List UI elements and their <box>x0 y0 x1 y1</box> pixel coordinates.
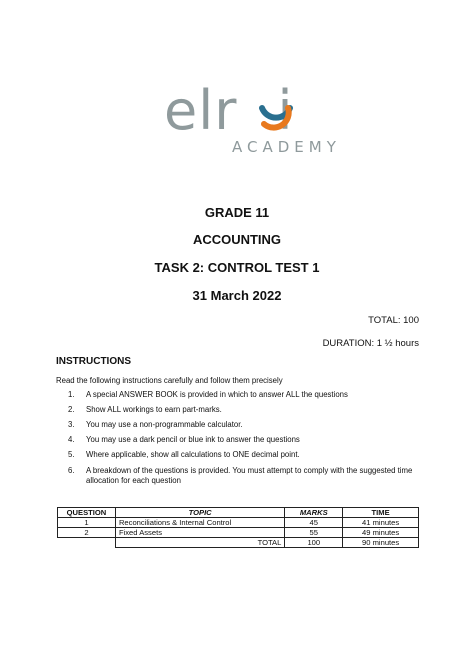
total-marks-cell: 100 <box>285 538 343 548</box>
total-marks: TOTAL: 100 <box>368 315 419 326</box>
table-header-row <box>58 508 419 518</box>
total-label: TOTAL <box>115 538 284 548</box>
cell-question: 1 <box>58 518 116 528</box>
instruction-item <box>68 405 438 415</box>
header-question: QUESTION <box>58 508 116 518</box>
instruction-number: 5. <box>68 450 75 459</box>
logo-word-start: elr <box>164 79 238 142</box>
cell-question: 2 <box>58 528 116 538</box>
instruction-item <box>68 466 438 486</box>
instruction-item <box>68 390 438 400</box>
table-total-row <box>58 538 419 548</box>
question-breakdown-table <box>57 507 419 548</box>
header-marks: MARKS <box>285 508 343 518</box>
date-heading: 31 March 2022 <box>192 288 282 303</box>
cell-time: 41 minutes <box>343 518 419 528</box>
instructions-title: INSTRUCTIONS <box>56 356 131 367</box>
blank-cell <box>58 538 116 548</box>
instruction-number: 6. <box>68 466 75 475</box>
instruction-item <box>68 450 438 460</box>
subject-heading: ACCOUNTING <box>192 232 282 247</box>
instruction-number: 1. <box>68 390 75 399</box>
instructions-intro: Read the following instructions carefully and follow them precisely <box>56 376 283 385</box>
cell-marks: 55 <box>285 528 343 538</box>
instruction-item <box>68 435 438 445</box>
instruction-item <box>68 420 438 430</box>
instruction-text: Show ALL workings to earn part-marks. <box>86 405 222 414</box>
table-row <box>58 528 419 538</box>
cell-marks: 45 <box>285 518 343 528</box>
cell-time: 49 minutes <box>343 528 419 538</box>
duration: DURATION: 1 ½ hours <box>322 338 419 349</box>
task-heading: TASK 2: CONTROL TEST 1 <box>154 260 320 275</box>
header-time: TIME <box>343 508 419 518</box>
instruction-text: You may use a dark pencil or blue ink to answer the questions <box>86 435 300 444</box>
logo-word-end: i <box>277 79 294 142</box>
grade-heading: GRADE 11 <box>204 205 270 220</box>
instruction-text: A special ANSWER BOOK is provided in which to answer ALL the questions <box>86 390 348 399</box>
instruction-text: You may use a non-programmable calculator. <box>86 420 243 429</box>
header-topic: TOPIC <box>115 508 284 518</box>
instruction-number: 2. <box>68 405 75 414</box>
logo-ring-icon <box>256 94 296 134</box>
cell-topic: Reconciliations & Internal Control <box>115 518 284 528</box>
instruction-text: Where applicable, show all calculations to ONE decimal point. <box>86 450 300 459</box>
elroi-academy-logo <box>160 79 341 164</box>
instruction-number: 3. <box>68 420 75 429</box>
instruction-number: 4. <box>68 435 75 444</box>
logo-subtitle: ACADEMY <box>232 138 341 156</box>
table-row <box>58 518 419 528</box>
instruction-text: A breakdown of the questions is provided. You must attempt to comply with the suggested time allocation for each question <box>86 466 413 485</box>
cell-topic: Fixed Assets <box>115 528 284 538</box>
total-time-cell: 90 minutes <box>343 538 419 548</box>
